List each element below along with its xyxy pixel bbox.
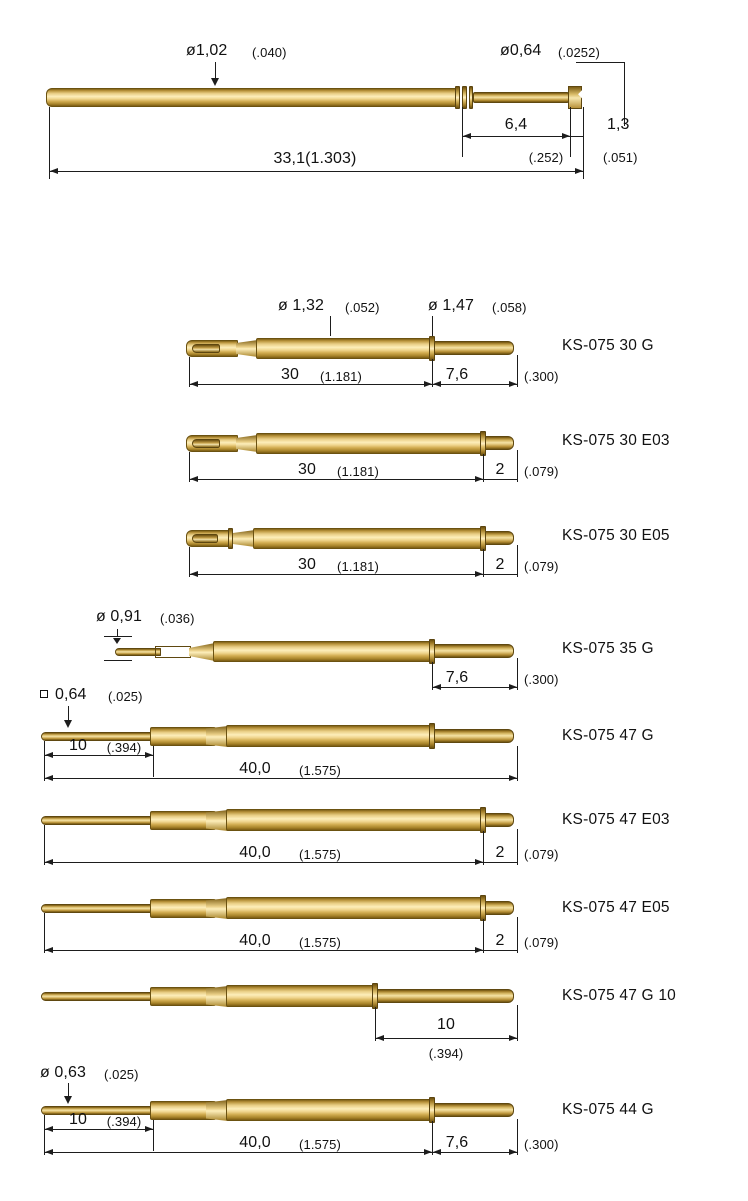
variant-4-length-inch: (1.575) [299, 763, 341, 778]
variant-7-stroke-inch: (.394) [428, 1046, 464, 1061]
variant-4-tiplen-arrow-left [45, 752, 53, 758]
variant-4-length: 40,0 [239, 760, 271, 777]
variant-8-tiplen: 10 [69, 1111, 87, 1128]
variant-1-len-arrow-right [475, 476, 483, 482]
variant-2-ring-tip [228, 528, 233, 549]
top-probe-stroke-arrow-right [562, 133, 570, 139]
variant-5-stroke-inch: (.079) [524, 847, 559, 862]
variant-8-dia-tip: ø 0,63 [40, 1064, 86, 1081]
variant-3-part-number: KS-075 35 G [562, 640, 654, 657]
top-probe-tip-dia-leader-h [576, 62, 624, 63]
top-probe-stroke-arrow-left [463, 133, 471, 139]
variant-1-part-number: KS-075 30 E03 [562, 432, 670, 449]
variant-0-stroke-ext-right [517, 355, 518, 387]
variant-8-tiplen-inch: (.394) [106, 1114, 142, 1129]
variant-8-tiplen-arrow-right [145, 1126, 153, 1132]
top-probe-tiplen-inch: (.051) [603, 150, 638, 165]
variant-3-knurl [155, 646, 191, 658]
top-probe-total-dimline [49, 171, 583, 172]
variant-0-dia-body: ø 1,32 [278, 297, 324, 314]
variant-4-len-arrow-right [509, 775, 517, 781]
variant-0-taper [236, 340, 258, 357]
top-probe-shaft-dia: ø1,02 [186, 42, 228, 59]
top-probe-tip-dia: ø0,64 [500, 42, 542, 59]
variant-4-tiplen-arrow-right [145, 752, 153, 758]
variant-8-tiplen-arrow-left [45, 1126, 53, 1132]
variant-0-plunger [434, 341, 514, 355]
variant-7-taper [206, 986, 228, 1007]
variant-8-tiplen-ext-right [153, 1120, 154, 1151]
top-probe-barrel [46, 88, 456, 107]
variant-5-stroke-dimline [483, 862, 517, 863]
variant-0-part-number: KS-075 30 G [562, 337, 654, 354]
variant-5-part-number: KS-075 47 E03 [562, 811, 670, 828]
variant-7-stroke-arrow-right [509, 1035, 517, 1041]
variant-5-taper [206, 810, 228, 831]
variant-2-len-arrow-right [475, 571, 483, 577]
variant-8-stroke-arrow-left [433, 1149, 441, 1155]
variant-2-socket-bore [192, 534, 218, 543]
variant-7-part-number: KS-075 47 G 10 [562, 987, 676, 1004]
top-probe-tiplen-ext-left [570, 107, 571, 157]
variant-2-stroke-ext-right [517, 545, 518, 577]
variant-0-length: 30 [281, 366, 299, 383]
variant-8-len-arrow-left [45, 1149, 53, 1155]
variant-0-dia-head-leader [432, 316, 433, 336]
variant-3-plunger [434, 644, 514, 658]
variant-8-stroke-inch: (.300) [524, 1137, 559, 1152]
variant-0-stroke-arrow-right [509, 381, 517, 387]
variant-5-length-inch: (1.575) [299, 847, 341, 862]
top-probe-total-ext-right [583, 107, 584, 179]
variant-8-length: 40,0 [239, 1134, 271, 1151]
variant-6-stroke-dimline [483, 950, 517, 951]
variant-2-stroke-dimline [483, 574, 517, 575]
top-probe-total-arrow-right [575, 168, 583, 174]
variant-4-len-arrow-left [45, 775, 53, 781]
variant-8-knurl [168, 1103, 196, 1118]
variant-2-length-inch: (1.181) [337, 559, 379, 574]
variant-3-stroke-ext-right [517, 658, 518, 690]
top-probe-stroke-inch: (.252) [528, 150, 564, 165]
variant-3-dia-line-top [104, 636, 132, 637]
variant-2-len-ext-right [483, 549, 484, 577]
top-probe-dia-leader [215, 62, 216, 78]
variant-0-len-arrow-left [190, 381, 198, 387]
variant-4-tiplen-ext-right [153, 746, 154, 777]
variant-3-dia-tip-inch: (.036) [160, 611, 195, 626]
variant-8-length-inch: (1.575) [299, 1137, 341, 1152]
top-probe-tiplen: 1,3 [607, 116, 630, 133]
variant-4-tiplen-inch: (.394) [106, 740, 142, 755]
variant-3-dia-arrow [113, 638, 121, 644]
variant-1-length: 30 [298, 461, 316, 478]
variant-5-knurl [168, 813, 196, 828]
top-probe-total-arrow-left [50, 168, 58, 174]
variant-8-stroke-ext-right [517, 1119, 518, 1155]
variant-5-stroke: 2 [495, 844, 505, 861]
variant-2-plunger [485, 531, 514, 545]
variant-0-len-arrow-right [424, 381, 432, 387]
variant-2-len-arrow-left [190, 571, 198, 577]
top-probe-total: 33,1(1.303) [273, 150, 357, 167]
variant-8-plunger [434, 1103, 514, 1117]
variant-5-len-arrow-left [45, 859, 53, 865]
variant-3-stroke-arrow-left [433, 684, 441, 690]
top-probe-tip-dia-inch: (.0252) [558, 45, 600, 60]
variant-6-part-number: KS-075 47 E05 [562, 899, 670, 916]
variant-5-len-dimline [44, 862, 483, 863]
variant-3-taper [189, 643, 215, 661]
variant-7-barrel [226, 985, 374, 1007]
variant-4-sq-leader [68, 706, 69, 720]
variant-8-len-dimline [44, 1152, 432, 1153]
variant-4-tiplen: 10 [69, 737, 87, 754]
variant-7-stroke-dimline [375, 1038, 517, 1039]
variant-5-length: 40,0 [239, 844, 271, 861]
variant-6-plunger [485, 901, 514, 915]
variant-5-stroke-ext-right [517, 829, 518, 865]
variant-8-taper [206, 1100, 228, 1121]
variant-1-stroke-inch: (.079) [524, 464, 559, 479]
variant-4-square-symbol [40, 690, 48, 698]
variant-2-stroke-inch: (.079) [524, 559, 559, 574]
variant-7-stroke-arrow-left [376, 1035, 384, 1041]
variant-8-stroke: 7,6 [445, 1134, 469, 1151]
variant-8-barrel [226, 1099, 431, 1121]
variant-4-sq-tip-inch: (.025) [108, 689, 143, 704]
variant-8-part-number: KS-075 44 G [562, 1101, 654, 1118]
variant-1-len-ext-right [483, 454, 484, 482]
top-probe-shaft-dia-inch: (.040) [252, 45, 287, 60]
variant-7-stroke: 10 [437, 1016, 455, 1033]
variant-0-len-dimline [189, 384, 432, 385]
variant-4-len-ext-right [517, 746, 518, 781]
variant-1-stroke: 2 [495, 461, 505, 478]
variant-0-stroke-inch: (.300) [524, 369, 559, 384]
variant-8-len-arrow-right [424, 1149, 432, 1155]
variant-0-dia-body-inch: (.052) [345, 300, 380, 315]
variant-5-len-ext-right [483, 831, 484, 865]
variant-2-stroke: 2 [495, 556, 505, 573]
variant-8-dia-leader [68, 1083, 69, 1097]
variant-1-len-dimline [189, 479, 483, 480]
variant-6-barrel [226, 897, 482, 919]
variant-0-stroke-arrow-left [433, 381, 441, 387]
variant-8-dia-tip-inch: (.025) [104, 1067, 139, 1082]
top-probe-ring-1 [455, 86, 460, 109]
variant-7-plunger [377, 989, 514, 1003]
variant-3-stroke-arrow-right [509, 684, 517, 690]
variant-2-length: 30 [298, 556, 316, 573]
variant-5-barrel [226, 809, 482, 831]
variant-6-len-arrow-left [45, 947, 53, 953]
variant-0-stroke: 7,6 [445, 366, 469, 383]
variant-8-dia-arrow [64, 1096, 72, 1104]
variant-6-len-ext-right [483, 919, 484, 953]
variant-0-socket-bore [192, 344, 220, 353]
variant-4-tiplen-dimline [44, 755, 153, 756]
variant-4-sq-arrow [64, 720, 72, 728]
variant-1-len-arrow-left [190, 476, 198, 482]
variant-1-plunger [485, 436, 514, 450]
variant-0-barrel [256, 338, 431, 359]
variant-4-len-dimline [44, 778, 517, 779]
variant-0-stroke-dimline [432, 384, 517, 385]
variant-6-stroke: 2 [495, 932, 505, 949]
variant-1-barrel [256, 433, 482, 454]
variant-6-length-inch: (1.575) [299, 935, 341, 950]
variant-8-stroke-dimline [432, 1152, 517, 1153]
variant-1-socket-bore [192, 439, 220, 448]
variant-2-barrel [253, 528, 482, 549]
variant-3-barrel [213, 641, 431, 662]
variant-7-knurl [168, 989, 196, 1004]
variant-7-stroke-ext-right [517, 1005, 518, 1041]
top-probe-stroke-dimline [462, 136, 570, 137]
variant-5-tip [41, 816, 153, 825]
variant-4-taper [206, 726, 228, 747]
variant-1-stroke-ext-right [517, 450, 518, 482]
variant-4-knurl [168, 729, 196, 744]
variant-3-stroke-dimline [432, 687, 517, 688]
variant-2-len-dimline [189, 574, 483, 575]
variant-4-part-number: KS-075 47 G [562, 727, 654, 744]
variant-3-stroke: 7,6 [445, 669, 469, 686]
variant-1-length-inch: (1.181) [337, 464, 379, 479]
top-probe-dia-arrow [211, 78, 219, 86]
variant-3-stroke-inch: (.300) [524, 672, 559, 687]
variant-3-dia-ext-top [117, 629, 118, 636]
variant-0-dia-body-leader [330, 316, 331, 336]
variant-2-taper [233, 530, 255, 547]
variant-1-taper [236, 435, 258, 452]
variant-4-plunger [434, 729, 514, 743]
top-probe-tiplen-dimline [570, 136, 583, 137]
variant-2-part-number: KS-075 30 E05 [562, 527, 670, 544]
variant-0-dia-head: ø 1,47 [428, 297, 474, 314]
variant-3-dia-line-bottom [104, 660, 132, 661]
variant-6-knurl [168, 901, 196, 916]
variant-0-length-inch: (1.181) [320, 369, 362, 384]
variant-5-plunger [485, 813, 514, 827]
variant-8-stroke-arrow-right [509, 1149, 517, 1155]
variant-6-stroke-ext-right [517, 917, 518, 953]
variant-5-len-arrow-right [475, 859, 483, 865]
variant-3-dia-tip: ø 0,91 [96, 608, 142, 625]
variant-6-length: 40,0 [239, 932, 271, 949]
variant-0-dia-head-inch: (.058) [492, 300, 527, 315]
variant-8-tiplen-dimline [44, 1129, 153, 1130]
top-probe-stroke: 6,4 [504, 116, 528, 133]
variant-6-tip [41, 904, 153, 913]
top-probe-ring-2 [462, 86, 467, 109]
variant-7-tip [41, 992, 153, 1001]
variant-6-len-arrow-right [475, 947, 483, 953]
variant-6-taper [206, 898, 228, 919]
variant-4-barrel [226, 725, 431, 747]
top-probe-crown-tip [568, 86, 582, 109]
variant-1-stroke-dimline [483, 479, 517, 480]
top-probe-plunger [473, 92, 569, 103]
variant-6-len-dimline [44, 950, 483, 951]
variant-6-stroke-inch: (.079) [524, 935, 559, 950]
variant-4-sq-tip: 0,64 [55, 686, 87, 703]
